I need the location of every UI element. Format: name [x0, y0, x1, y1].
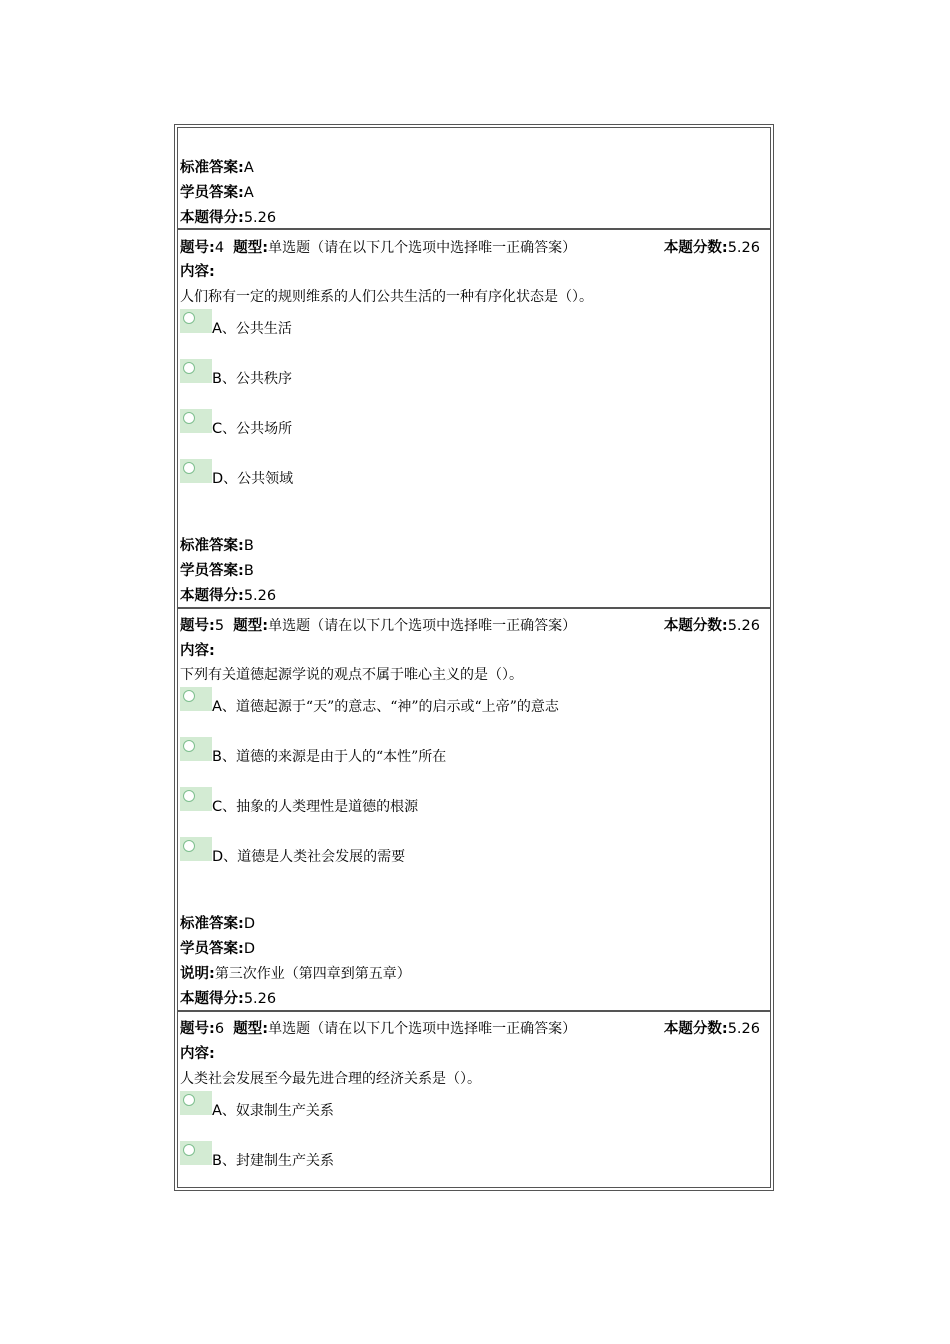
radio-circle-icon — [183, 312, 195, 324]
q5-content-label: 内容: — [180, 643, 215, 659]
radio-circle-icon — [183, 840, 195, 852]
radio-circle-icon — [183, 1144, 195, 1156]
q6-header: 题号:6 题型:单选题（请在以下几个选项中选择唯一正确答案） — [180, 1021, 577, 1037]
q4-option-a: A、公共生活 — [212, 321, 292, 337]
q4-option-d-radio[interactable] — [180, 459, 212, 483]
q6-content-label: 内容: — [180, 1046, 215, 1062]
q4-option-b: B、公共秩序 — [212, 371, 292, 387]
prev-score: 本题得分:5.26 — [180, 210, 277, 226]
q6-option-a-radio[interactable] — [180, 1091, 212, 1115]
q4-option-c-radio[interactable] — [180, 409, 212, 433]
q5-student-answer: 学员答案:D — [180, 941, 255, 957]
divider — [178, 1010, 770, 1012]
q5-option-b-radio[interactable] — [180, 737, 212, 761]
q6-points: 本题分数:5.26 — [663, 1021, 760, 1037]
q5-option-b: B、道德的来源是由于人的“本性”所在 — [212, 749, 447, 765]
q4-header: 题号:4 题型:单选题（请在以下几个选项中选择唯一正确答案） — [180, 240, 577, 256]
q5-header: 题号:5 题型:单选题（请在以下几个选项中选择唯一正确答案） — [180, 618, 577, 634]
radio-circle-icon — [183, 462, 195, 474]
divider — [178, 607, 770, 609]
q6-option-a: A、奴隶制生产关系 — [212, 1103, 334, 1119]
q4-option-c: C、公共场所 — [212, 421, 293, 437]
q4-option-d: D、公共领域 — [212, 471, 294, 487]
q5-option-a: A、道德起源于“天”的意志、“神”的启示或“上帝”的意志 — [212, 699, 559, 715]
q4-content: 人们称有一定的规则维系的人们公共生活的一种有序化状态是（）。 — [180, 289, 593, 305]
q4-content-label: 内容: — [180, 264, 215, 280]
q5-note: 说明:第三次作业（第四章到第五章） — [180, 966, 411, 982]
prev-standard-answer: 标准答案:A — [180, 160, 254, 176]
q5-standard-answer: 标准答案:D — [180, 916, 255, 932]
q5-content: 下列有关道德起源学说的观点不属于唯心主义的是（）。 — [180, 667, 523, 683]
q5-option-d-radio[interactable] — [180, 837, 212, 861]
q4-option-a-radio[interactable] — [180, 309, 212, 333]
q5-option-d: D、道德是人类社会发展的需要 — [212, 849, 406, 865]
q5-option-a-radio[interactable] — [180, 687, 212, 711]
radio-circle-icon — [183, 362, 195, 374]
quiz-frame-inner — [177, 127, 771, 1188]
quiz-frame — [174, 124, 774, 1191]
q4-option-b-radio[interactable] — [180, 359, 212, 383]
q4-score: 本题得分:5.26 — [180, 588, 277, 604]
q5-score: 本题得分:5.26 — [180, 991, 277, 1007]
divider — [178, 228, 770, 230]
q4-points: 本题分数:5.26 — [663, 240, 760, 256]
radio-circle-icon — [183, 412, 195, 424]
radio-circle-icon — [183, 1094, 195, 1106]
q5-points: 本题分数:5.26 — [663, 618, 760, 634]
q4-standard-answer: 标准答案:B — [180, 538, 254, 554]
q5-option-c-radio[interactable] — [180, 787, 212, 811]
q6-option-b: B、封建制生产关系 — [212, 1153, 334, 1169]
q5-option-c: C、抽象的人类理性是道德的根源 — [212, 799, 419, 815]
q6-content: 人类社会发展至今最先进合理的经济关系是（）。 — [180, 1071, 481, 1087]
radio-circle-icon — [183, 790, 195, 802]
q6-option-b-radio[interactable] — [180, 1141, 212, 1165]
prev-student-answer: 学员答案:A — [180, 185, 254, 201]
radio-circle-icon — [183, 740, 195, 752]
radio-circle-icon — [183, 690, 195, 702]
q4-student-answer: 学员答案:B — [180, 563, 254, 579]
